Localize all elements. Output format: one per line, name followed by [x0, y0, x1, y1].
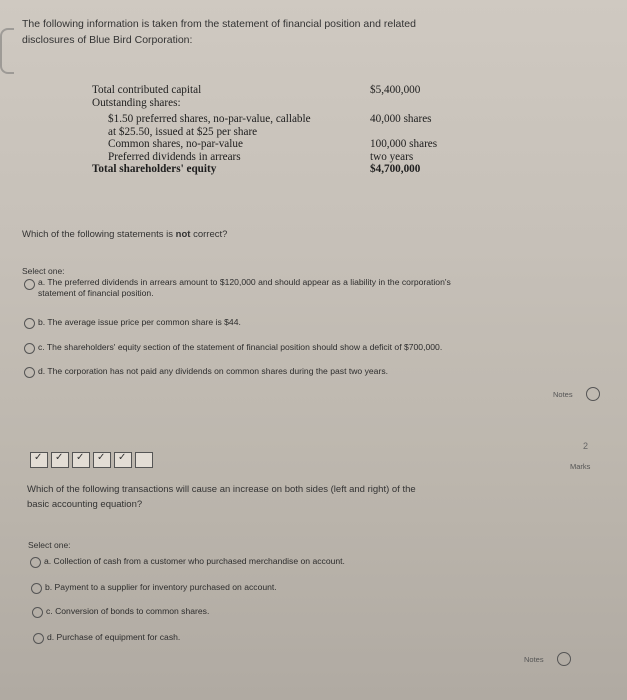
q2-text — [27, 482, 416, 512]
q1-text-emphasis: not — [175, 229, 191, 240]
fin-row — [92, 84, 462, 97]
fin-value: 100,000 shares — [370, 138, 438, 150]
q1-option-d-label[interactable]: d. The corporation has not paid any dividends on common shares during the past two years. — [38, 366, 389, 376]
fin-label: $1.50 preferred shares, no-par-value, callable — [108, 113, 311, 125]
q2-option-d-radio[interactable] — [33, 633, 44, 644]
intro-line-2: disclosures of Blue Bird Corporation: — [22, 34, 193, 46]
question-marker — [0, 28, 14, 74]
q1-text — [22, 229, 227, 240]
answer-box[interactable] — [72, 452, 90, 468]
check-icon: ✓ — [76, 452, 85, 463]
q1-notes-toggle[interactable] — [586, 387, 600, 401]
answer-box[interactable] — [135, 452, 153, 468]
answer-box[interactable] — [93, 452, 111, 468]
fin-label: Total shareholders' equity — [92, 163, 217, 175]
fin-label: Total contributed capital — [92, 84, 202, 96]
q2-notes-label[interactable]: Notes — [524, 655, 544, 664]
q1-option-c-radio[interactable] — [24, 343, 35, 354]
fin-label: Preferred dividends in arrears — [108, 150, 241, 163]
q2-option-c-label[interactable]: c. Conversion of bonds to common shares. — [46, 606, 210, 616]
check-icon: ✓ — [34, 452, 43, 463]
q2-option-c-radio[interactable] — [32, 607, 43, 618]
fin-label: Common shares, no-par-value — [108, 138, 243, 150]
fin-value: $4,700,000 — [370, 163, 421, 175]
check-icon: ✓ — [118, 452, 127, 463]
fin-value: 40,000 shares — [370, 113, 432, 125]
q1-text-part: correct? — [190, 229, 228, 240]
q1-notes-label[interactable]: Notes — [553, 390, 573, 399]
q1-option-b-label[interactable]: b. The average issue price per common share is $44. — [38, 317, 241, 327]
q2-marks-label: Marks — [570, 462, 591, 471]
q2-select-one: Select one: — [28, 540, 71, 550]
fin-value: $5,400,000 — [370, 84, 421, 96]
q2-option-b-radio[interactable] — [31, 583, 42, 594]
fin-row — [92, 138, 462, 151]
q2-option-b-label[interactable]: b. Payment to a supplier for inventory purchased on account. — [45, 582, 277, 592]
q1-text-part: Which of the following statements is — [22, 229, 176, 240]
q2-option-a-radio[interactable] — [30, 557, 41, 568]
check-icon: ✓ — [55, 452, 64, 463]
fin-label: Outstanding shares: — [92, 96, 181, 109]
fin-row — [92, 151, 462, 164]
intro-line-1: The following information is taken from the statement of financial position and related — [22, 18, 416, 30]
fin-row — [92, 113, 462, 126]
q2-option-d-label[interactable]: d. Purchase of equipment for cash. — [47, 632, 181, 642]
q1-option-a-line2: statement of financial position. — [38, 288, 154, 298]
answer-box[interactable] — [30, 452, 48, 468]
q2-marks-value: 2 — [583, 441, 589, 451]
q1-option-b-radio[interactable] — [24, 318, 35, 329]
q1-option-a-radio[interactable] — [24, 279, 35, 290]
intro-text — [22, 16, 492, 48]
fin-row — [92, 97, 462, 110]
q2-notes-toggle[interactable] — [557, 652, 571, 666]
fin-label: at $25.50, issued at $25 per share — [108, 125, 258, 138]
fin-row — [92, 163, 462, 176]
q1-select-one: Select one: — [22, 266, 65, 276]
check-icon: ✓ — [97, 452, 106, 463]
q1-option-d-radio[interactable] — [24, 367, 35, 378]
q1-option-a-label[interactable] — [38, 277, 578, 299]
q2-option-a-label[interactable]: a. Collection of cash from a customer who purchased merchandise on account. — [44, 556, 345, 566]
q1-option-a-line1: a. The preferred dividends in arrears amount to $120,000 and should appear as a liability in the corporation's — [38, 277, 451, 287]
fin-row — [92, 126, 462, 139]
answer-box[interactable] — [114, 452, 132, 468]
financial-table — [92, 84, 462, 176]
q2-text-line1: Which of the following transactions will cause an increase on both sides (left and right) of the — [27, 484, 416, 495]
q2-text-line2: basic accounting equation? — [27, 499, 143, 510]
fin-value: two years — [370, 150, 414, 163]
answer-box[interactable] — [51, 452, 69, 468]
q1-option-c-label[interactable]: c. The shareholders' equity section of the statement of financial position should show a deficit of $700,000. — [38, 342, 443, 352]
